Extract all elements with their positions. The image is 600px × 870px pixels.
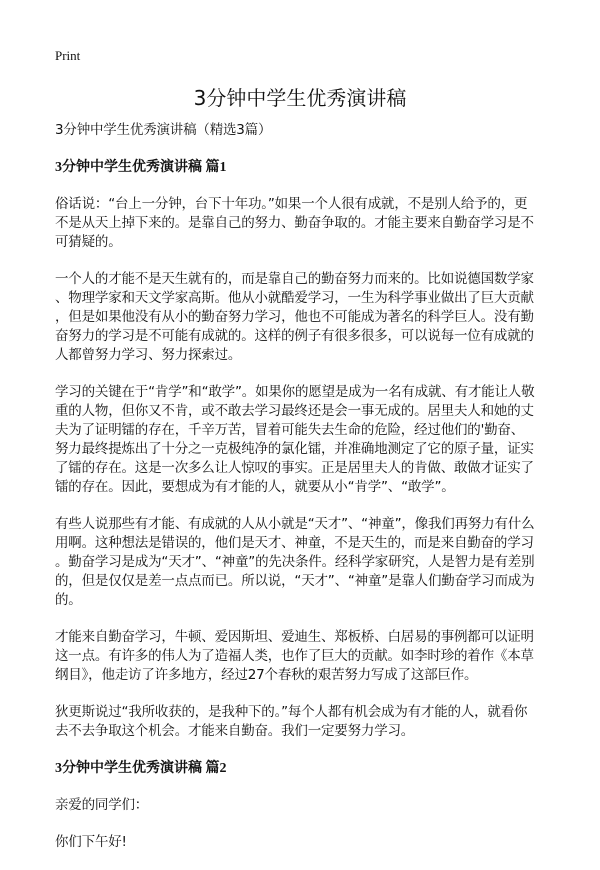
paragraph: 一个人的才能不是天生就有的，而是靠自己的勤奋努力而来的。比如说德国数学家 、物理学家和天文学家高斯。他从小就酷爱学习，一生为科学事业做出了巨大贡献 ，但是如果他没有从小的勤奋努力学习，他也不可能成为著名的科学巨人。没有勤 奋努力的学习是不可能有成就的。这样的例子有很多很多，可以说每一位有成就的 人都曾努力学习、努力探索过。 xyxy=(55,271,534,363)
paragraph: 你们下午好! xyxy=(55,834,127,850)
print-link[interactable]: Print xyxy=(55,48,81,63)
document-subtitle: 3分钟中学生优秀演讲稿（精选3篇） xyxy=(55,122,272,138)
paragraph: 俗话说：“台上一分钟，台下十年功。”如果一个人很有成就，不是别人给予的，更 不是从天上掉下来的。是靠自己的努力、勤奋争取的。才能主要来自勤奋学习是不 可猜疑的。 xyxy=(55,196,534,250)
paragraph: 学习的关键在于“肯学”和“敢学”。如果你的愿望是成为一名有成就、有才能让人敬 重的人物，但你又不肯，或不敢去学习最终还是会一事无成的。居里夫人和她的丈 夫为了证明镭的存在，千辛万苦，冒着可能失去生命的危险，经过他们的'勤奋、 努力最终提炼出了十分之一克极纯净的氯化镭，并准确地测定了它的原子量，证实 了镭的存在。这是一次多么让人惊叹的事实。正是居里夫人的肯做、敢做才证实了 镭的存在。因此，要想成为有才能的人，就要从小“肯学”、“敢学”。 xyxy=(55,384,535,495)
paragraph: 狄更斯说过“我所收获的，是我种下的。”每个人都有机会成为有才能的人，就看你 去不去争取这个机会。才能来自勤奋。我们一定要努力学习。 xyxy=(55,704,528,739)
page-title: 3分钟中学生优秀演讲稿 xyxy=(193,86,407,110)
document-body xyxy=(55,121,555,870)
paragraph: 才能来自勤奋学习，牛顿、爱因斯坦、爱迪生、郑板桥、白居易的事例都可以证明 这一点。有许多的伟人为了造福人类，也作了巨大的贡献。如李时珍的着作《本草 纲目》，他走访了许多地方，经过27个春秋的艰苦努力写成了这部巨作。 xyxy=(55,629,534,683)
paragraph: 亲爱的同学们： xyxy=(55,797,149,813)
section-heading-2: 3分钟中学生优秀演讲稿 篇2 xyxy=(55,761,227,776)
section-heading-1: 3分钟中学生优秀演讲稿 篇1 xyxy=(55,160,227,175)
paragraph: 有些人说那些有才能、有成就的人从小就是“天才”、“神童”，像我们再努力有什么 用啊。这种想法是错误的，他们是天才、神童，不是天生的，而是来自勤奋的学习 。勤奋学习是成为“天才”、“神童”的先决条件。经科学家研究，人是智力是有差别 的，但是仅仅是差一点点而已。所以说，“天才”、“神童”是靠人们勤奋学习而成为 的。 xyxy=(55,516,535,608)
